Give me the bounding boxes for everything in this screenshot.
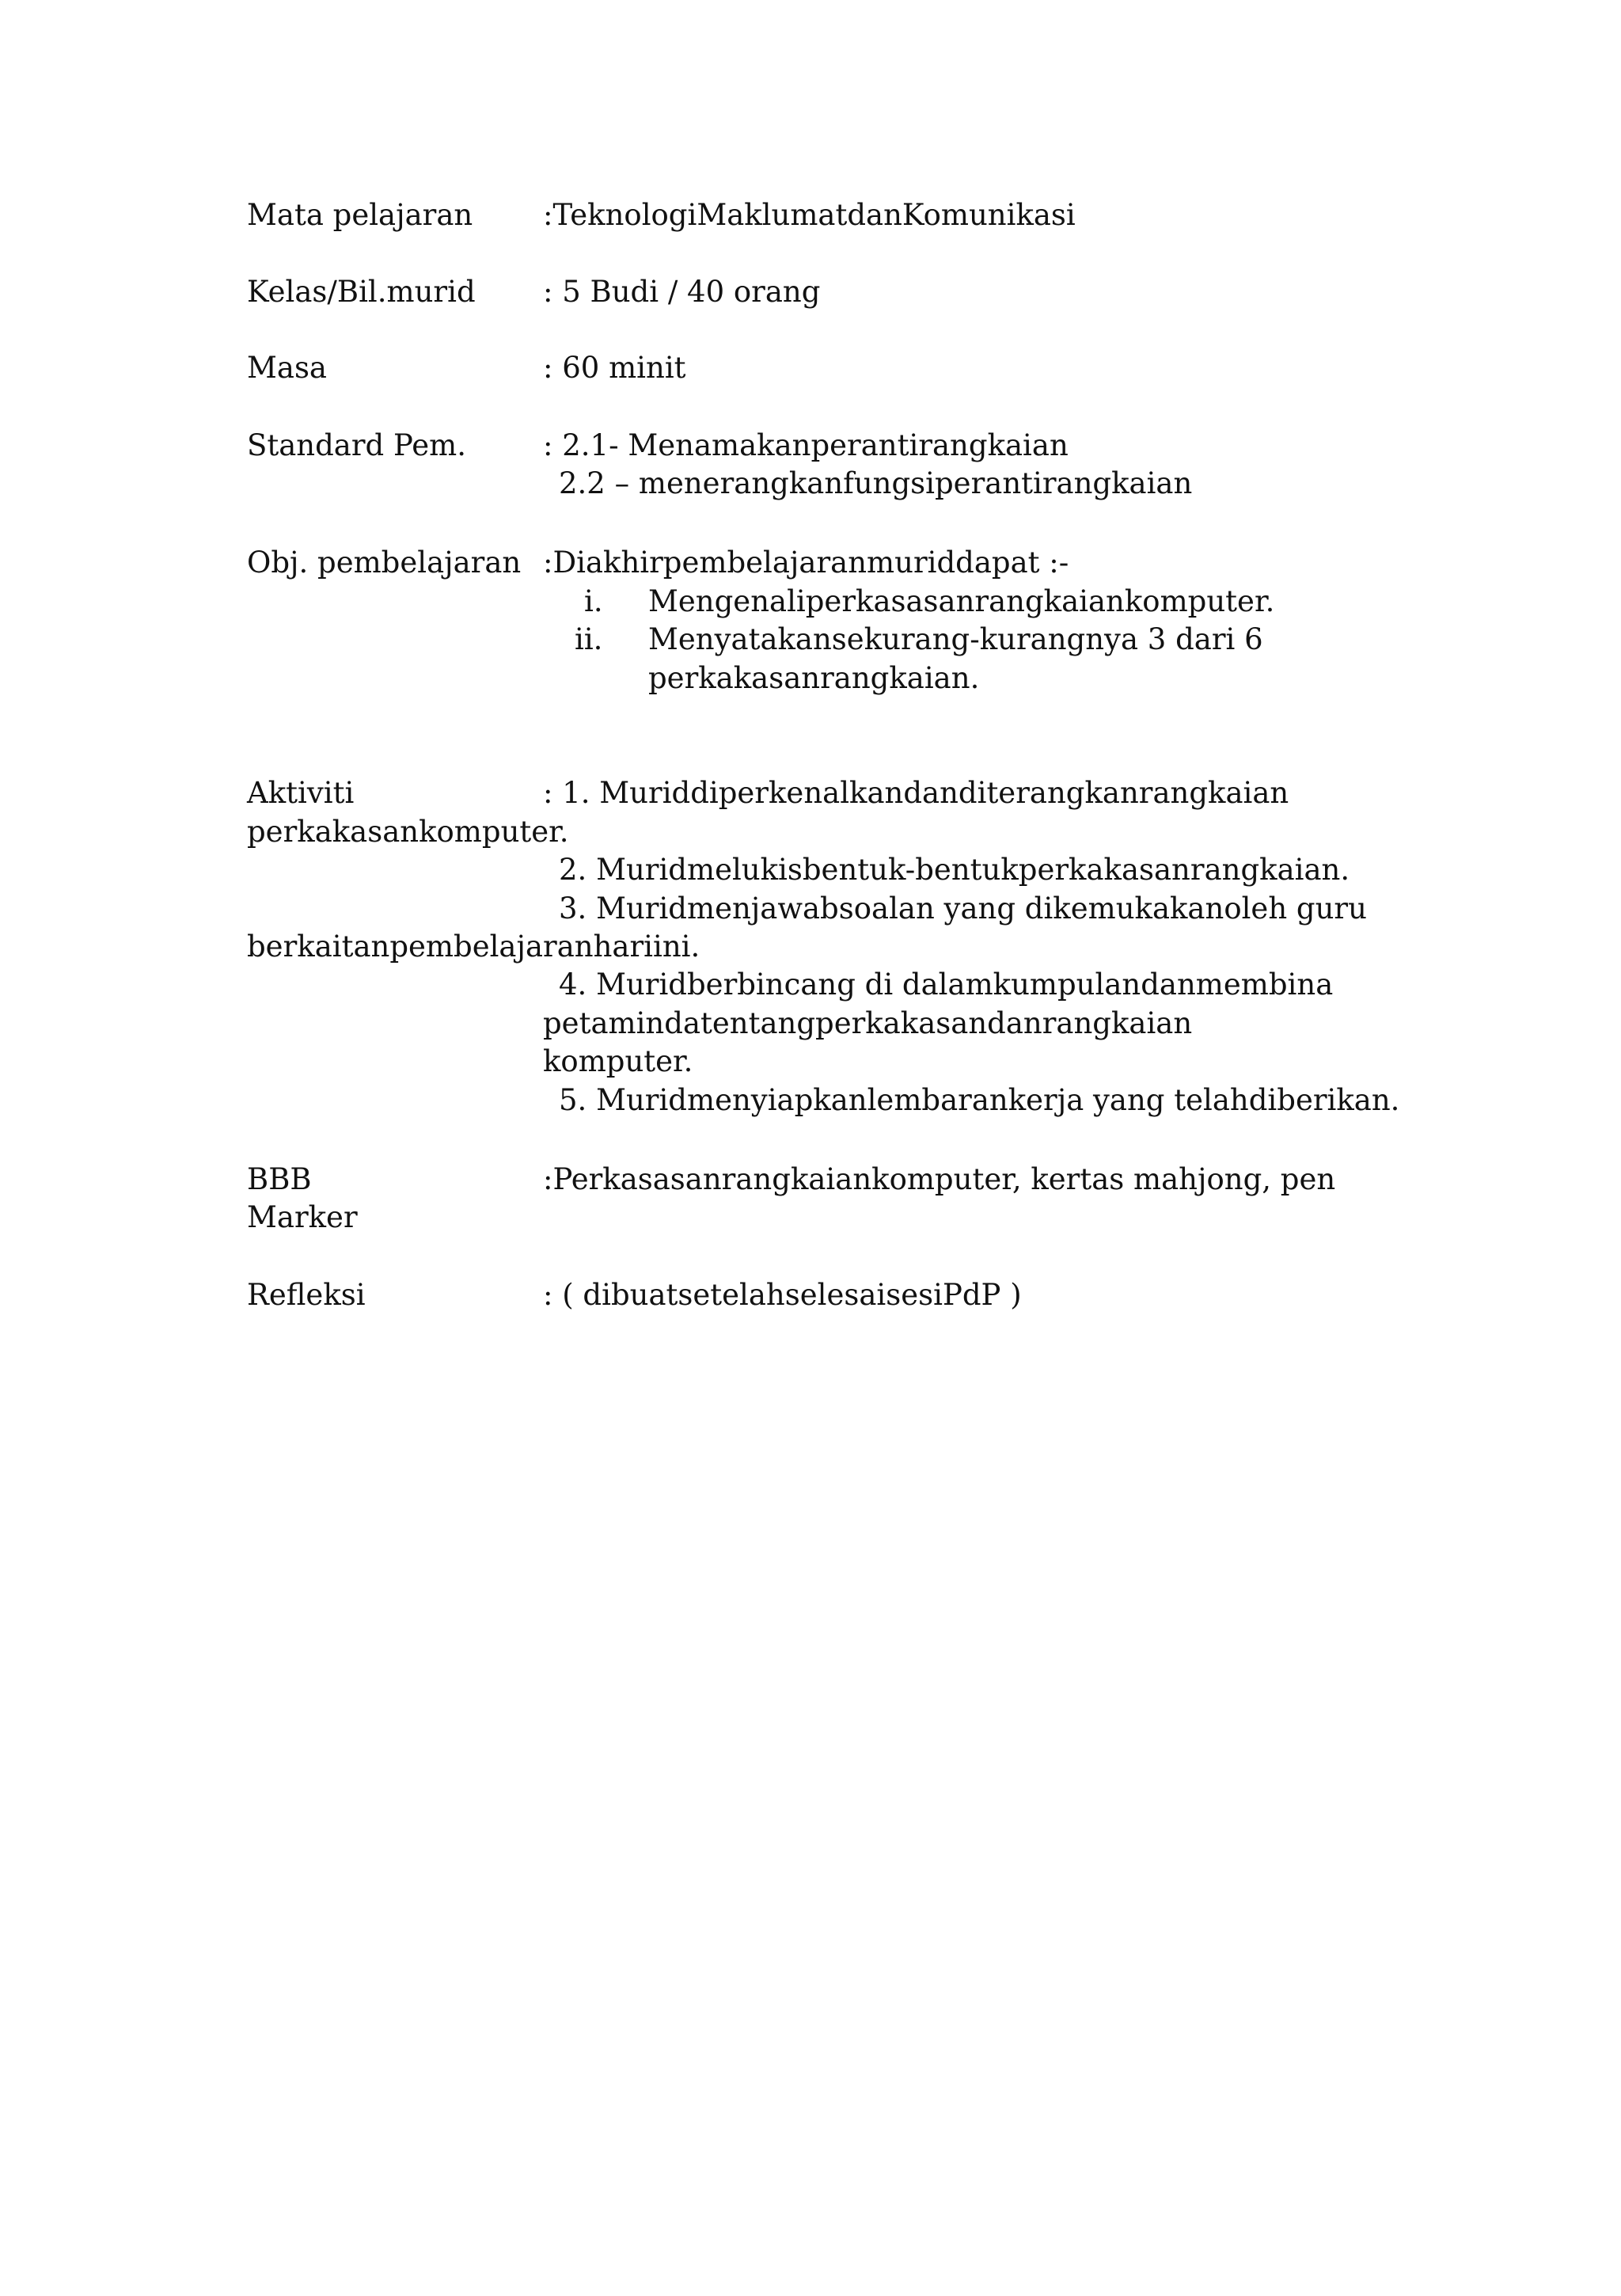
kelas-value: : 5 Budi / 40 orang <box>543 275 821 309</box>
objektif-intro: :Diakhirpembelajaranmuriddapat :- <box>543 545 1069 580</box>
aktiviti-4: 4. Muridberbincang di dalamkumpulandanmembina <box>559 967 1334 1002</box>
aktiviti-label: Aktiviti <box>247 776 355 810</box>
aktiviti-3-cont: berkaitanpembelajaranhariini. <box>247 929 700 964</box>
refleksi-value: : ( dibuatsetelahselesaisesiPdP ) <box>543 1278 1022 1312</box>
objektif-item-2-number: ii. <box>575 622 603 656</box>
standard-line-1: : 2.1- Menamakanperantirangkaian <box>543 428 1069 462</box>
objektif-item-2-text: Menyatakansekurang-kurangnya 3 dari 6 <box>648 622 1263 656</box>
standard-line-2: 2.2 – menerangkanfungsiperantirangkaian <box>559 466 1193 500</box>
kelas-label: Kelas/Bil.murid <box>247 275 476 309</box>
standard-label: Standard Pem. <box>247 428 466 462</box>
refleksi-label: Refleksi <box>247 1278 366 1312</box>
aktiviti-4-cont-2: komputer. <box>543 1044 693 1078</box>
aktiviti-1: : 1. Muriddiperkenalkandanditerangkanrangkaian <box>543 776 1289 810</box>
objektif-item-1-number: i. <box>584 584 603 618</box>
mata-pelajaran-value: :TeknologiMaklumatdanKomunikasi <box>543 198 1076 232</box>
objektif-label: Obj. pembelajaran <box>247 545 522 580</box>
bbb-label-cont: Marker <box>247 1200 358 1234</box>
aktiviti-4-cont: petamindatentangperkakasandanrangkaian <box>543 1006 1193 1040</box>
bbb-value: :Perkasasanrangkaiankomputer, kertas mahjong, pen <box>543 1162 1336 1196</box>
objektif-item-1-text: Mengenaliperkasasanrangkaiankomputer. <box>648 584 1275 618</box>
bbb-label: BBB <box>247 1162 312 1196</box>
aktiviti-5: 5. Muridmenyiapkanlembarankerja yang telahdiberikan. <box>559 1083 1400 1117</box>
mata-pelajaran-label: Mata pelajaran <box>247 198 473 232</box>
aktiviti-1-cont: perkakasankomputer. <box>247 815 569 849</box>
masa-label: Masa <box>247 351 327 385</box>
aktiviti-3: 3. Muridmenjawabsoalan yang dikemukakanoleh guru <box>559 891 1367 926</box>
masa-value: : 60 minit <box>543 351 686 385</box>
objektif-item-2-text-cont: perkakasanrangkaian. <box>648 661 980 695</box>
aktiviti-2: 2. Muridmelukisbentuk-bentukperkakasanrangkaian. <box>559 853 1350 887</box>
